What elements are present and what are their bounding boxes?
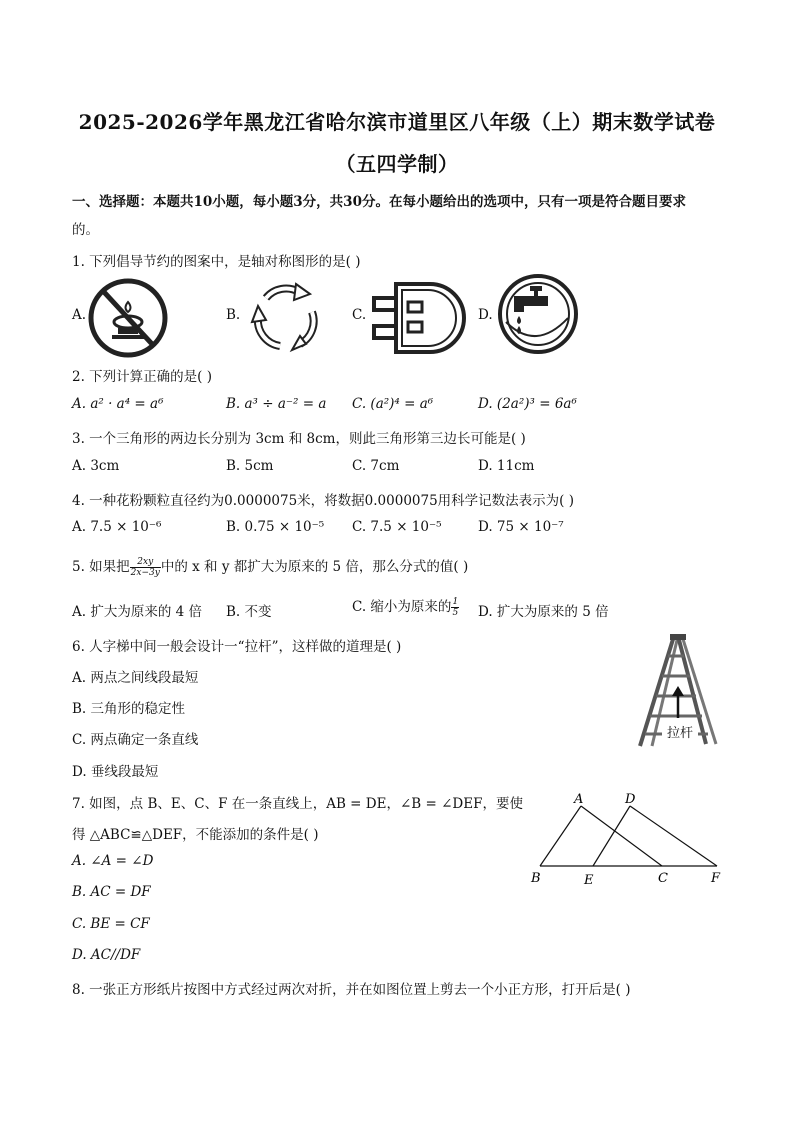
q5-option-a: A. 扩大为原来的 4 倍 [72,604,203,620]
q6-option-c: C. 两点确定一条直线 [72,732,199,748]
q7-option-c: C. BE = CF [72,916,150,932]
point-d-label: D [625,792,636,807]
q6-option-d: D. 垂线段最短 [72,764,159,780]
point-a-label: A [574,792,584,807]
q2-stem: 2. 下列计算正确的是( ) [72,369,212,385]
q7-stem-line2: 得 △ABC≌△DEF，不能添加的条件是( ) [72,827,319,843]
q5-stem-suffix: 中的 x 和 y 都扩大为原来的 5 倍，那么分式的值( ) [160,559,469,575]
q3-option-a: A. 3cm [72,458,120,474]
q1-option-a-figure [88,278,168,358]
triangles-figure [525,788,730,888]
point-e-label: E [584,873,594,888]
q6-stem: 6. 人字梯中间一般会设计一“拉杆”，这样做的道理是( ) [72,639,402,655]
q6-option-a: A. 两点之间线段最短 [72,670,199,686]
q5-option-c-numerator: 1 [452,597,459,607]
step-ladder-figure [632,632,722,750]
q7-option-a: A. ∠A = ∠D [72,853,154,869]
q4-stem: 4. 一种花粉颗粒直径约为0.0000075米，将数据0.0000075用科学记数法表示为( ) [72,493,575,509]
q2-option-d: D. (2a²)³ = 6a⁶ [478,396,577,412]
q2-option-a: A. a² · a⁴ = a⁶ [72,396,164,412]
q2-option-c: C. (a²)⁴ = a⁶ [352,396,434,412]
point-f-label: F [711,871,721,886]
q1-option-b-figure [244,278,324,358]
q7-option-d: D. AC//DF [72,947,141,963]
q3-stem: 3. 一个三角形的两边长分别为 3cm 和 8cm，则此三角形第三边长可能是( ) [72,431,526,447]
q5-stem-prefix: 5. 如果把 [72,559,130,575]
point-c-label: C [658,871,668,886]
q5-option-d: D. 扩大为原来的 5 倍 [478,604,609,620]
q3-option-b: B. 5cm [226,458,274,474]
q4-option-c: C. 7.5 × 10⁻⁵ [352,519,442,535]
q7-stem-line1: 7. 如图，点 B、E、C、F 在一条直线上，AB = DE，∠B = ∠DEF，要使 [72,796,523,812]
q5-option-c-text: C. 缩小为原来的 [352,599,452,615]
exam-title: 2025-2026学年黑龙江省哈尔滨市道里区八年级（上）期末数学试卷 [78,110,716,134]
q1-option-c-figure [368,278,468,358]
q5-option-c-denominator: 5 [452,608,459,618]
q1-option-b-label: B. [226,307,241,323]
q5-fraction-numerator: 2xy [130,557,161,568]
q1-stem: 1. 下列倡导节约的图案中，是轴对称图形的是( ) [72,254,361,270]
q2-option-b: B. a³ ÷ a⁻² = a [226,396,327,412]
q1-option-d-label: D. [478,307,493,323]
section-instructions-line1: 一、选择题：本题共10小题，每小题3分，共30分。在每小题给出的选项中，只有一项是符合题目要求 [72,194,686,210]
q3-option-d: D. 11cm [478,458,535,474]
exam-subtitle: （五四学制） [335,152,459,176]
q3-option-c: C. 7cm [352,458,400,474]
point-b-label: B [531,871,541,886]
pull-rod-label: 拉杆 [666,726,694,741]
section-instructions-line2: 的。 [72,222,99,238]
q8-stem: 8. 一张正方形纸片按图中方式经过两次对折，并在如图位置上剪去一个小正方形，打开后是( ) [72,982,631,998]
q6-option-b: B. 三角形的稳定性 [72,701,186,717]
q5-option-c-fraction [451,597,459,618]
q5-fraction-denominator: 2x−3y [130,568,160,578]
q5-option-b: B. 不变 [226,604,272,620]
q5-fraction [130,557,161,578]
q5-stem [72,555,468,578]
q1-option-a-label: A. [72,307,87,323]
q5-option-c [352,595,459,618]
q4-option-a: A. 7.5 × 10⁻⁶ [72,519,162,535]
q1-option-d-figure [496,272,580,356]
q4-option-d: D. 75 × 10⁻⁷ [478,519,564,535]
q4-option-b: B. 0.75 × 10⁻⁵ [226,519,325,535]
q7-option-b: B. AC = DF [72,884,151,900]
q1-option-c-label: C. [352,307,367,323]
